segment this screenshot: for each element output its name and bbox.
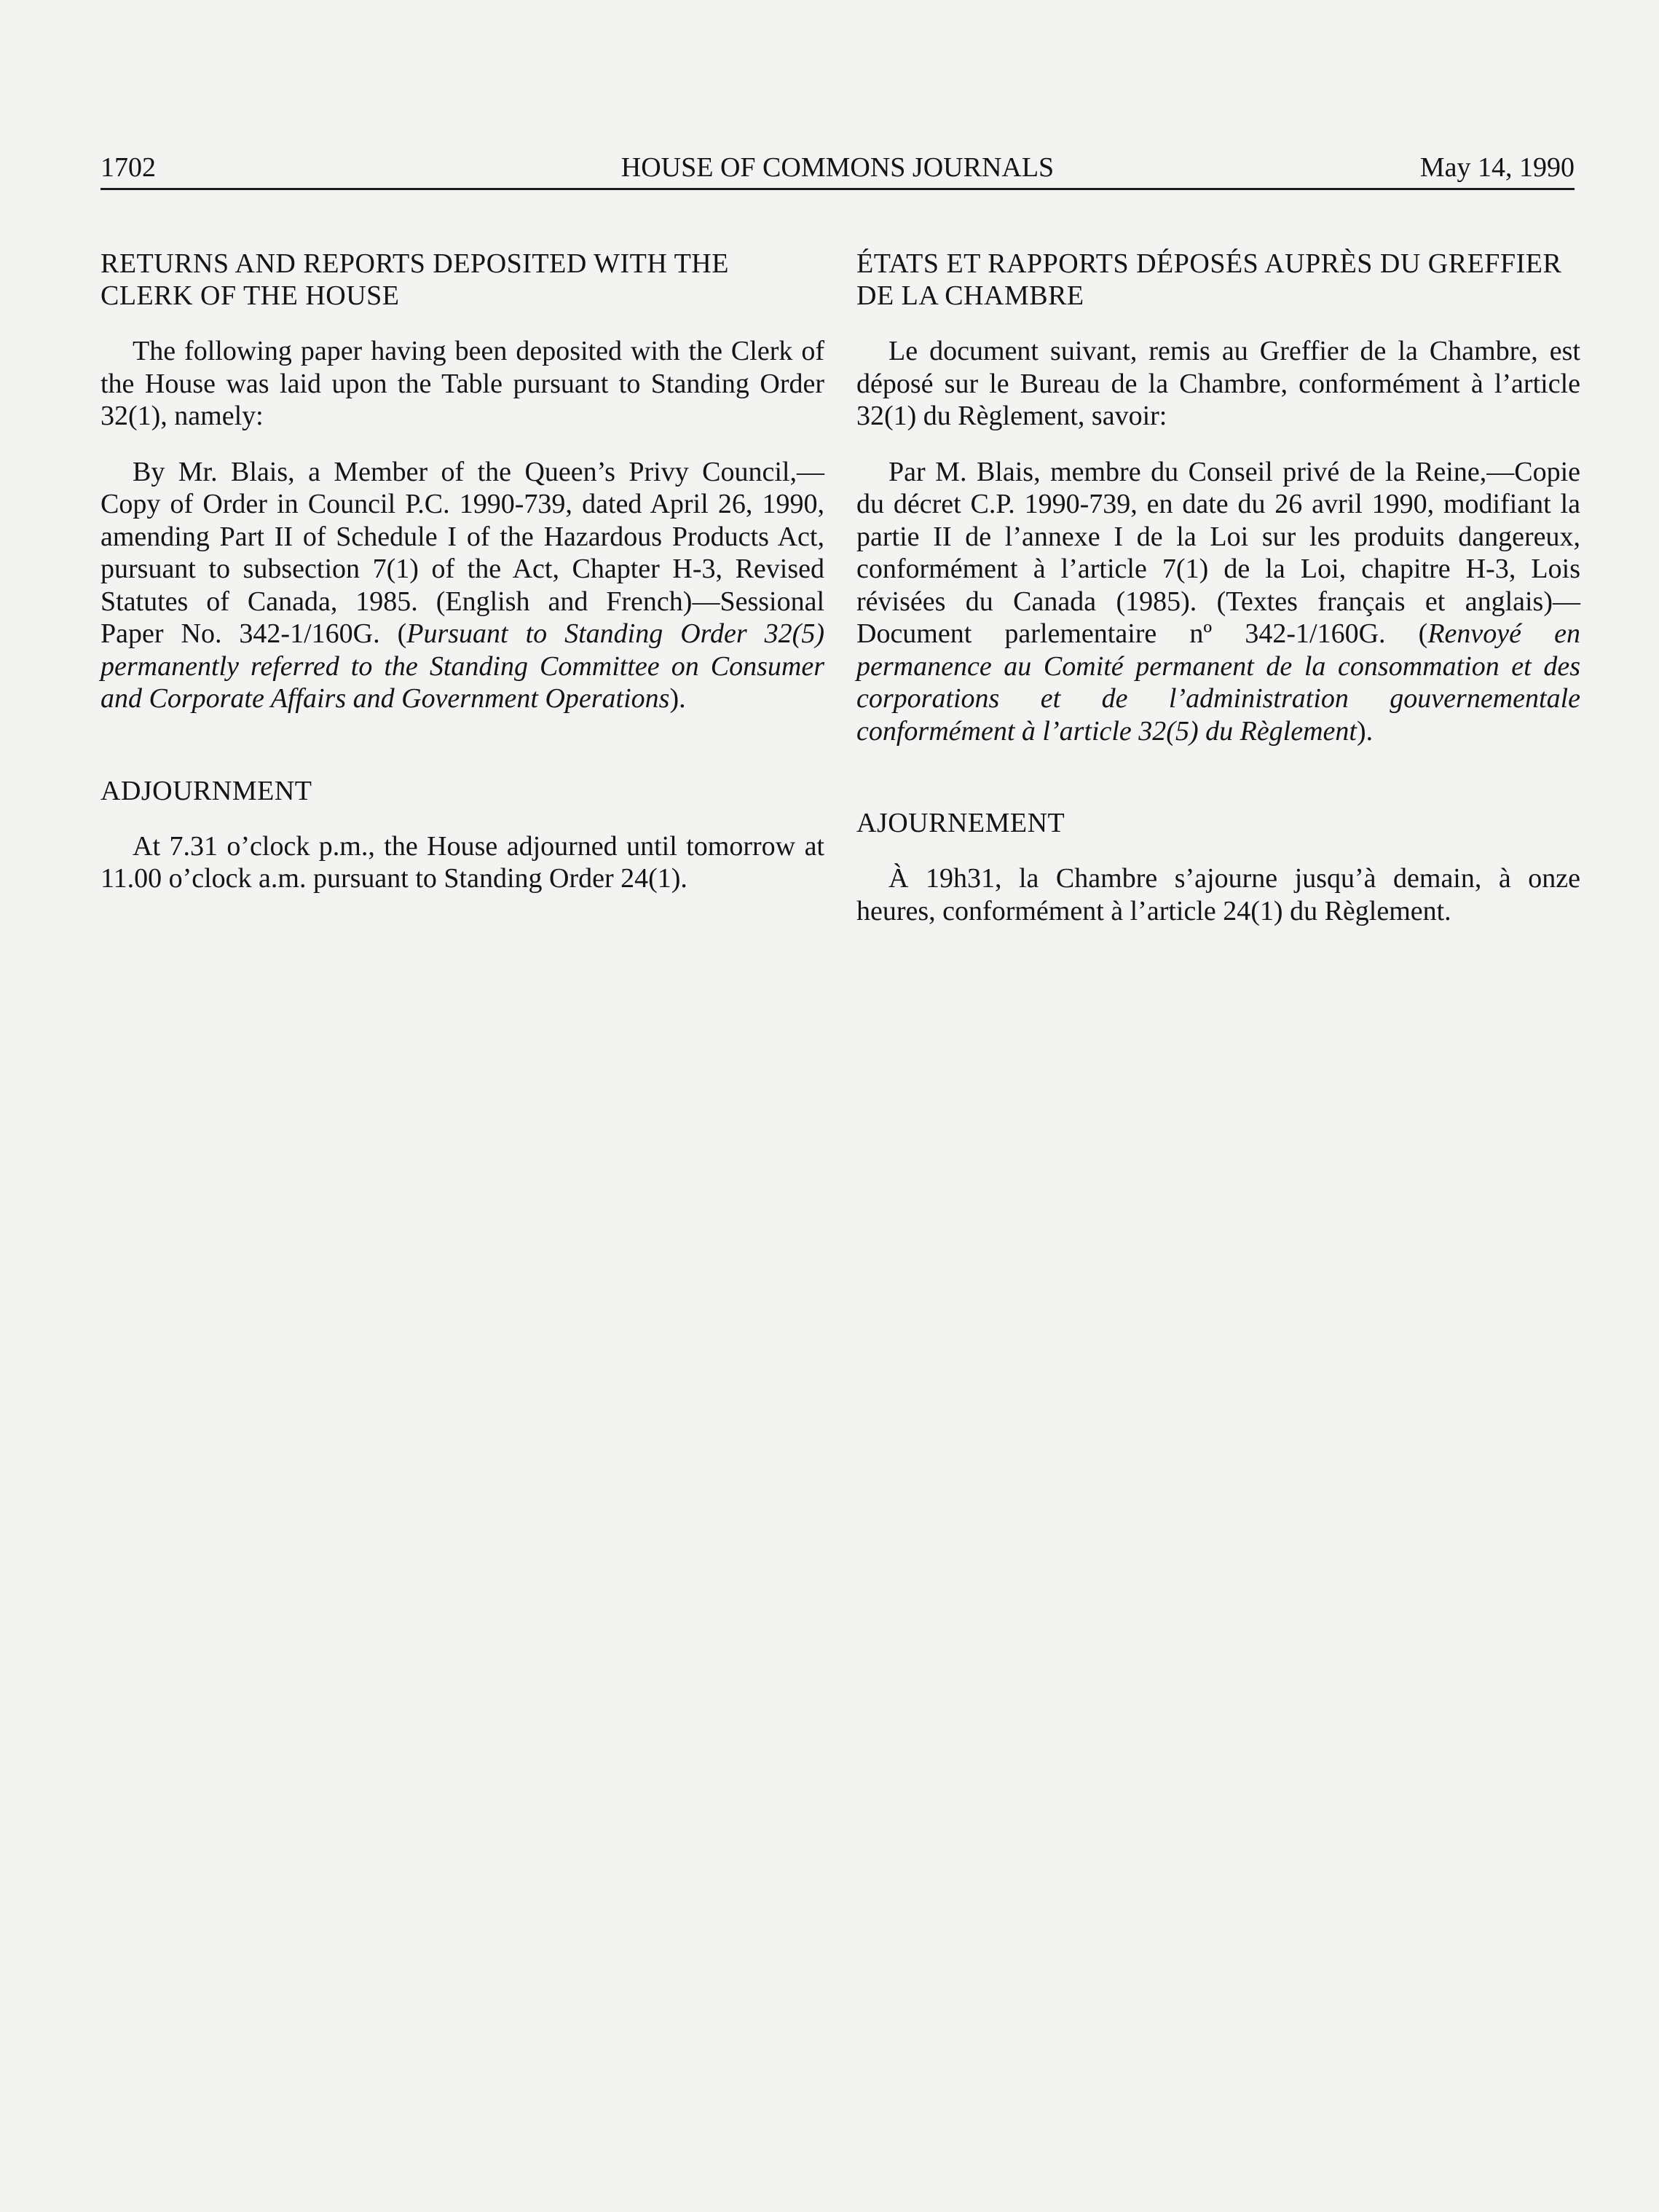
returns-intro-fr: Le document suivant, remis au Greffier de la Chambre, est déposé sur le Bureau de la Chambre, conformément à l’article 32(1) du Règlement, savoir: <box>856 336 1580 431</box>
journal-title: HOUSE OF COMMONS JOURNALS <box>620 152 1055 183</box>
page-number: 1702 <box>101 152 156 183</box>
returns-item-fr <box>856 456 1580 748</box>
returns-item-referral-fr: Renvoyé en permanence au Comité permanent de la consommation et des corporations et de l’administration gouvernementale conformément à l’article 32(5) du Règlement <box>856 618 1580 747</box>
french-column <box>856 248 1580 927</box>
returns-item-end-fr: ). <box>1356 715 1374 747</box>
returns-heading-fr: ÉTATS ET RAPPORTS DÉPOSÉS AUPRÈS DU GREFFIER DE LA CHAMBRE <box>856 248 1562 311</box>
adjournment-text-en: At 7.31 o’clock p.m., the House adjourned until tomorrow at 11.00 o’clock a.m. pursuant to Standing Order 24(1). <box>101 830 824 894</box>
returns-heading-en: RETURNS AND REPORTS DEPOSITED WITH THE CLERK OF THE HOUSE <box>101 248 729 311</box>
returns-item-end-en: ). <box>669 683 686 714</box>
header-rule <box>101 188 1575 190</box>
returns-item-text-en: By Mr. Blais, a Member of the Queen’s Privy Council,—Copy of Order in Council P.C. 1990-739, dated April 26, 1990, amending Part II of Schedule I of the Hazardous Products Act, pursuant to subsection 7(1) of the Act, Chapter H-3, Revised Statutes of Canada, 1985. (English and French)—Sessional Paper No. 342-1/160G. ( <box>101 456 824 649</box>
returns-item-referral-en: Pursuant to Standing Order 32(5) permanently referred to the Standing Committee on Consumer and Corporate Affairs and Government Operations <box>101 618 824 714</box>
adjournment-heading-fr: AJOURNEMENT <box>856 808 1065 838</box>
journal-date: May 14, 1990 <box>1419 152 1575 183</box>
returns-item-en <box>101 456 824 715</box>
adjournment-heading-en: ADJOURNMENT <box>101 775 312 806</box>
adjournment-text-fr: À 19h31, la Chambre s’ajourne jusqu’à demain, à onze heures, conformément à l’article 24(1) du Règlement. <box>856 863 1580 926</box>
english-column <box>101 248 824 895</box>
returns-item-text-fr: Par M. Blais, membre du Conseil privé de la Reine,—Copie du décret C.P. 1990-739, en date du 26 avril 1990, modifiant la partie II de l’annexe I de la Loi sur les produits dangereux, conformément à l’article 7(1) de la Loi, chapitre H-3, Lois révisées du Canada (1985). (Textes français et anglais)—Document parlementaire nº 342-1/160G. ( <box>856 456 1580 649</box>
returns-intro-en: The following paper having been deposited with the Clerk of the House was laid upon the Table pursuant to Standing Order 32(1), namely: <box>101 336 824 431</box>
